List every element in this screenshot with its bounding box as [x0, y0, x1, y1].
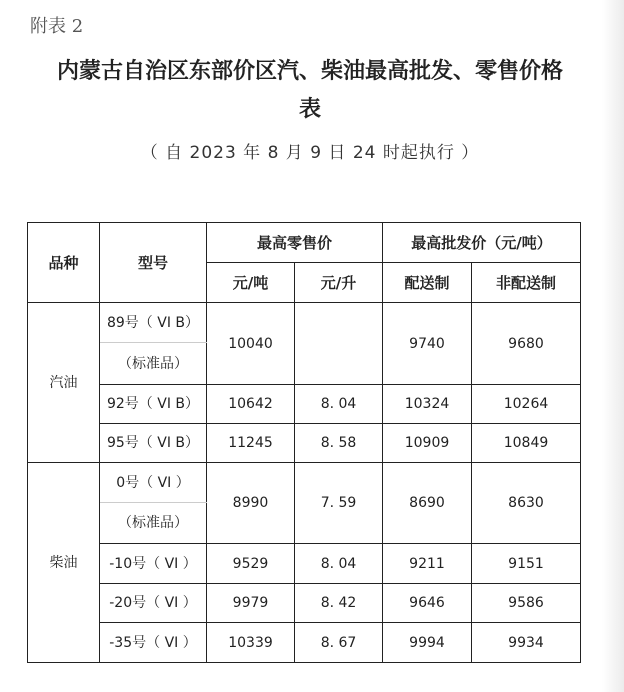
price-cell: 10324: [383, 385, 472, 424]
price-cell: 10040: [207, 303, 295, 385]
header-delivery: 配送制: [383, 263, 472, 303]
header-model: 型号: [100, 223, 207, 303]
model-cell: 92号（ VI B）: [100, 385, 207, 424]
price-cell: 10849: [472, 424, 581, 463]
model-cell: 95号（ VI B）: [100, 424, 207, 463]
price-cell: 8. 04: [295, 385, 383, 424]
header-retail: 最高零售价: [207, 223, 383, 263]
annex-label: 附表 2: [30, 16, 84, 37]
model-cell: 0号（ VI ）: [100, 463, 207, 503]
effective-date: （ 自 2023 年 8 月 9 日 24 时起执行 ）: [140, 143, 480, 163]
price-cell: 9994: [383, 623, 472, 663]
price-cell: 9529: [207, 544, 295, 584]
header-non-delivery: 非配送制: [472, 263, 581, 303]
scrollbar[interactable]: [602, 0, 624, 692]
variety-diesel: 柴油: [28, 463, 100, 663]
price-cell: 8. 67: [295, 623, 383, 663]
price-cell: 10909: [383, 424, 472, 463]
price-cell: 8630: [472, 463, 581, 544]
variety-gasoline: 汽油: [28, 303, 100, 463]
price-cell: 9680: [472, 303, 581, 385]
header-yuan-ton: 元/吨: [207, 263, 295, 303]
page-title: 内蒙古自治区东部价区汽、柴油最高批发、零售价格: [56, 58, 563, 84]
model-cell: 89号（ VI B）: [100, 303, 207, 343]
page-title-line2: 表: [298, 96, 321, 122]
model-cell: -10号（ VI ）: [100, 544, 207, 584]
model-cell-sub: （标准品）: [100, 503, 207, 544]
model-cell: -35号（ VI ）: [100, 623, 207, 663]
price-table: [27, 222, 581, 663]
price-cell: 9979: [207, 584, 295, 623]
price-cell: 8690: [383, 463, 472, 544]
header-wholesale: 最高批发价（元/吨）: [383, 223, 581, 263]
price-cell: 8. 42: [295, 584, 383, 623]
price-cell: 8. 58: [295, 424, 383, 463]
price-cell: 9586: [472, 584, 581, 623]
price-cell: 8. 04: [295, 544, 383, 584]
price-cell: 10339: [207, 623, 295, 663]
model-cell: -20号（ VI ）: [100, 584, 207, 623]
price-cell: 7. 59: [295, 463, 383, 544]
model-cell-sub: （标准品）: [100, 343, 207, 385]
price-cell: 9211: [383, 544, 472, 584]
price-cell: 9646: [383, 584, 472, 623]
header-variety: 品种: [28, 223, 100, 303]
price-cell: 8990: [207, 463, 295, 544]
price-cell: 10642: [207, 385, 295, 424]
price-cell: 9740: [383, 303, 472, 385]
price-cell: 10264: [472, 385, 581, 424]
header-yuan-liter: 元/升: [295, 263, 383, 303]
price-cell: 9934: [472, 623, 581, 663]
price-cell: 9151: [472, 544, 581, 584]
price-cell: [295, 303, 383, 385]
price-cell: 11245: [207, 424, 295, 463]
